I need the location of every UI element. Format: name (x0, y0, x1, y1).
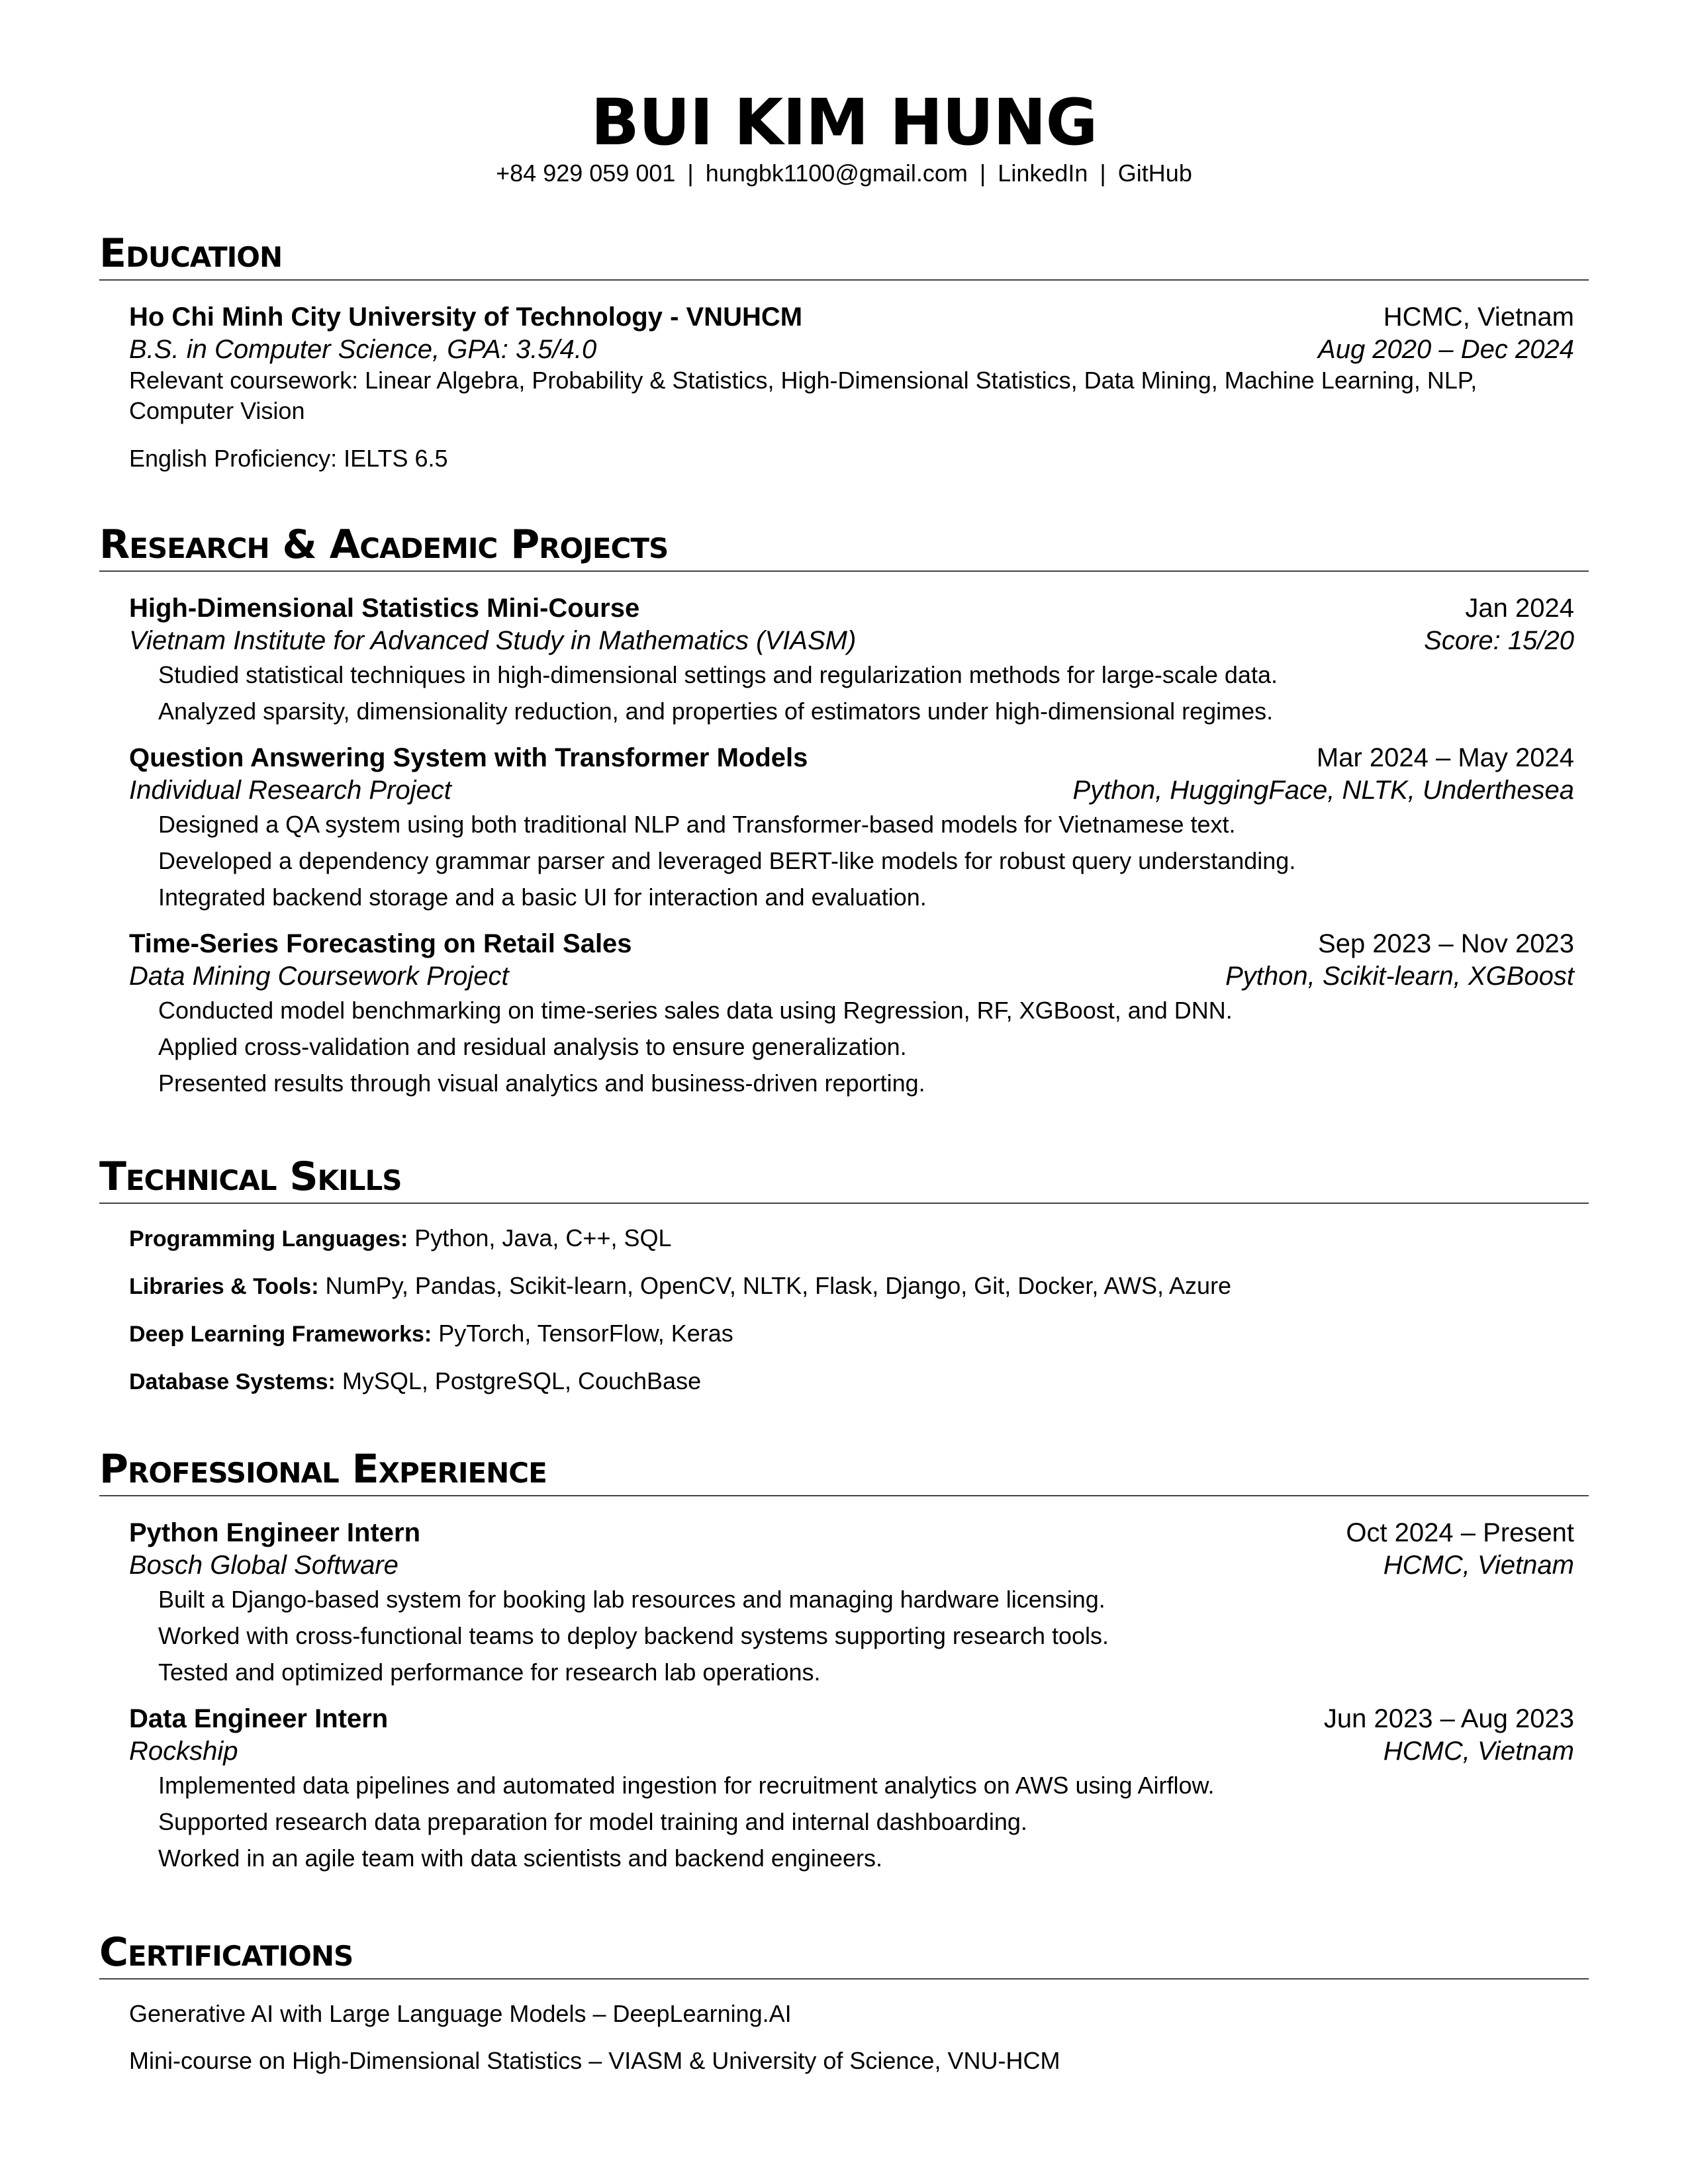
section-heading-skills: Technical Skills (99, 1155, 1589, 1204)
section-heading-certifications: Certifications (99, 1931, 1589, 1979)
skill-label: Programming Languages: (129, 1226, 408, 1251)
skills-section (99, 1155, 1589, 1396)
company-name: Rockship (129, 1737, 238, 1766)
education-entry (129, 300, 1574, 474)
bullet-item: Built a Django-based system for booking lab resources and managing hardware licensing. (158, 1586, 1105, 1613)
github-link[interactable]: GitHub (1117, 159, 1192, 187)
bullet-list (129, 806, 1574, 915)
job-entry (129, 1516, 1574, 1690)
job-title: Data Engineer Intern (129, 1704, 389, 1733)
job-dates: Jun 2023 – Aug 2023 (1323, 1704, 1574, 1733)
section-heading-education: Education (99, 232, 1589, 281)
skill-label: Database Systems: (129, 1369, 336, 1394)
skill-value: Python, Java, C++, SQL (414, 1224, 672, 1251)
project-entry (129, 927, 1574, 1101)
project-entry (129, 592, 1574, 729)
project-date: Sep 2023 – Nov 2023 (1318, 929, 1574, 958)
bullet-item: Analyzed sparsity, dimensionality reduction, and properties of estimators under high-dimensional regimes. (158, 698, 1274, 725)
job-dates: Oct 2024 – Present (1346, 1518, 1574, 1547)
separator: | (979, 159, 986, 187)
bullet-item: Designed a QA system using both traditional NLP and Transformer-based models for Vietnamese text. (158, 811, 1236, 838)
project-org: Data Mining Coursework Project (129, 962, 509, 991)
skill-line (129, 1367, 1574, 1396)
project-date: Jan 2024 (1465, 594, 1574, 623)
skill-value: PyTorch, TensorFlow, Keras (438, 1320, 733, 1347)
linkedin-link[interactable]: LinkedIn (998, 159, 1088, 187)
bullet-item: Presented results through visual analytics and business-driven reporting. (158, 1069, 925, 1097)
bullet-list (129, 657, 1574, 729)
project-org: Individual Research Project (129, 776, 451, 805)
bullet-item: Implemented data pipelines and automated ingestion for recruitment analytics on AWS using Airflow. (158, 1772, 1215, 1799)
bullet-item: Worked in an agile team with data scientists and backend engineers. (158, 1844, 882, 1872)
certifications-section (99, 1931, 1589, 2075)
english-proficiency: English Proficiency: IELTS 6.5 (129, 445, 448, 472)
project-meta: Python, HuggingFace, NLTK, Underthesea (1072, 776, 1574, 805)
phone-number: +84 929 059 001 (496, 159, 676, 187)
project-title: High-Dimensional Statistics Mini-Course (129, 594, 640, 623)
bullet-item: Integrated backend storage and a basic UI for interaction and evaluation. (158, 884, 927, 911)
candidate-name: BUI KIM HUNG (590, 85, 1098, 159)
degree: B.S. in Computer Science, GPA: 3.5/4.0 (129, 335, 597, 364)
certification-item: Generative AI with Large Language Models – DeepLearning.AI (129, 2000, 792, 2027)
skill-label: Deep Learning Frameworks: (129, 1322, 432, 1347)
job-location: HCMC, Vietnam (1383, 1737, 1574, 1766)
research-section (99, 523, 1589, 1101)
coursework: Relevant coursework: Linear Algebra, Probability & Statistics, High-Dimensional Statistics, Data Mining, Machine Learning, NLP, Computer Vision (129, 367, 1477, 424)
job-location: HCMC, Vietnam (1383, 1551, 1574, 1580)
company-name: Bosch Global Software (129, 1551, 399, 1580)
skill-value: NumPy, Pandas, Scikit-learn, OpenCV, NLTK, Flask, Django, Git, Docker, AWS, Azure (325, 1272, 1232, 1299)
skill-line (129, 1271, 1574, 1301)
section-heading-experience: Professional Experience (99, 1447, 1589, 1496)
education-section (99, 232, 1589, 474)
bullet-item: Studied statistical techniques in high-dimensional settings and regularization methods for large-scale data. (158, 661, 1278, 688)
project-title: Question Answering System with Transformer Models (129, 743, 808, 772)
skill-value: MySQL, PostgreSQL, CouchBase (342, 1367, 702, 1394)
resume-header (0, 86, 1688, 188)
school-location: HCMC, Vietnam (1383, 302, 1574, 332)
bullet-item: Supported research data preparation for model training and internal dashboarding. (158, 1808, 1027, 1835)
bullet-item: Worked with cross-functional teams to deploy backend systems supporting research tools. (158, 1622, 1109, 1649)
separator: | (687, 159, 694, 187)
bullet-list (129, 1581, 1574, 1690)
certification-item: Mini-course on High-Dimensional Statistics – VIASM & University of Science, VNU-HCM (129, 2047, 1060, 2074)
skill-line (129, 1224, 1574, 1253)
contact-line (0, 159, 1688, 188)
project-org: Vietnam Institute for Advanced Study in Mathematics (VIASM) (129, 626, 857, 655)
project-title: Time-Series Forecasting on Retail Sales (129, 929, 632, 958)
bullet-item: Tested and optimized performance for research lab operations. (158, 1659, 821, 1686)
job-title: Python Engineer Intern (129, 1518, 421, 1547)
experience-section (99, 1447, 1589, 1876)
project-meta: Score: 15/20 (1424, 626, 1574, 655)
separator: | (1100, 159, 1106, 187)
job-entry (129, 1702, 1574, 1876)
skill-label: Libraries & Tools: (129, 1274, 319, 1299)
bullet-item: Developed a dependency grammar parser and leveraged BERT-like models for robust query understanding. (158, 847, 1296, 874)
email-link[interactable]: hungbk1100@gmail.com (705, 159, 968, 187)
bullet-list (129, 992, 1574, 1101)
education-dates: Aug 2020 – Dec 2024 (1318, 335, 1574, 364)
project-entry (129, 741, 1574, 915)
project-meta: Python, Scikit-learn, XGBoost (1225, 962, 1574, 991)
section-heading-research: Research & Academic Projects (99, 523, 1589, 572)
skill-line (129, 1319, 1574, 1349)
bullet-list (129, 1767, 1574, 1876)
school-name: Ho Chi Minh City University of Technology - VNUHCM (129, 302, 803, 332)
project-date: Mar 2024 – May 2024 (1316, 743, 1574, 772)
bullet-item: Applied cross-validation and residual analysis to ensure generalization. (158, 1033, 907, 1060)
bullet-item: Conducted model benchmarking on time-series sales data using Regression, RF, XGBoost, and DNN. (158, 997, 1233, 1024)
